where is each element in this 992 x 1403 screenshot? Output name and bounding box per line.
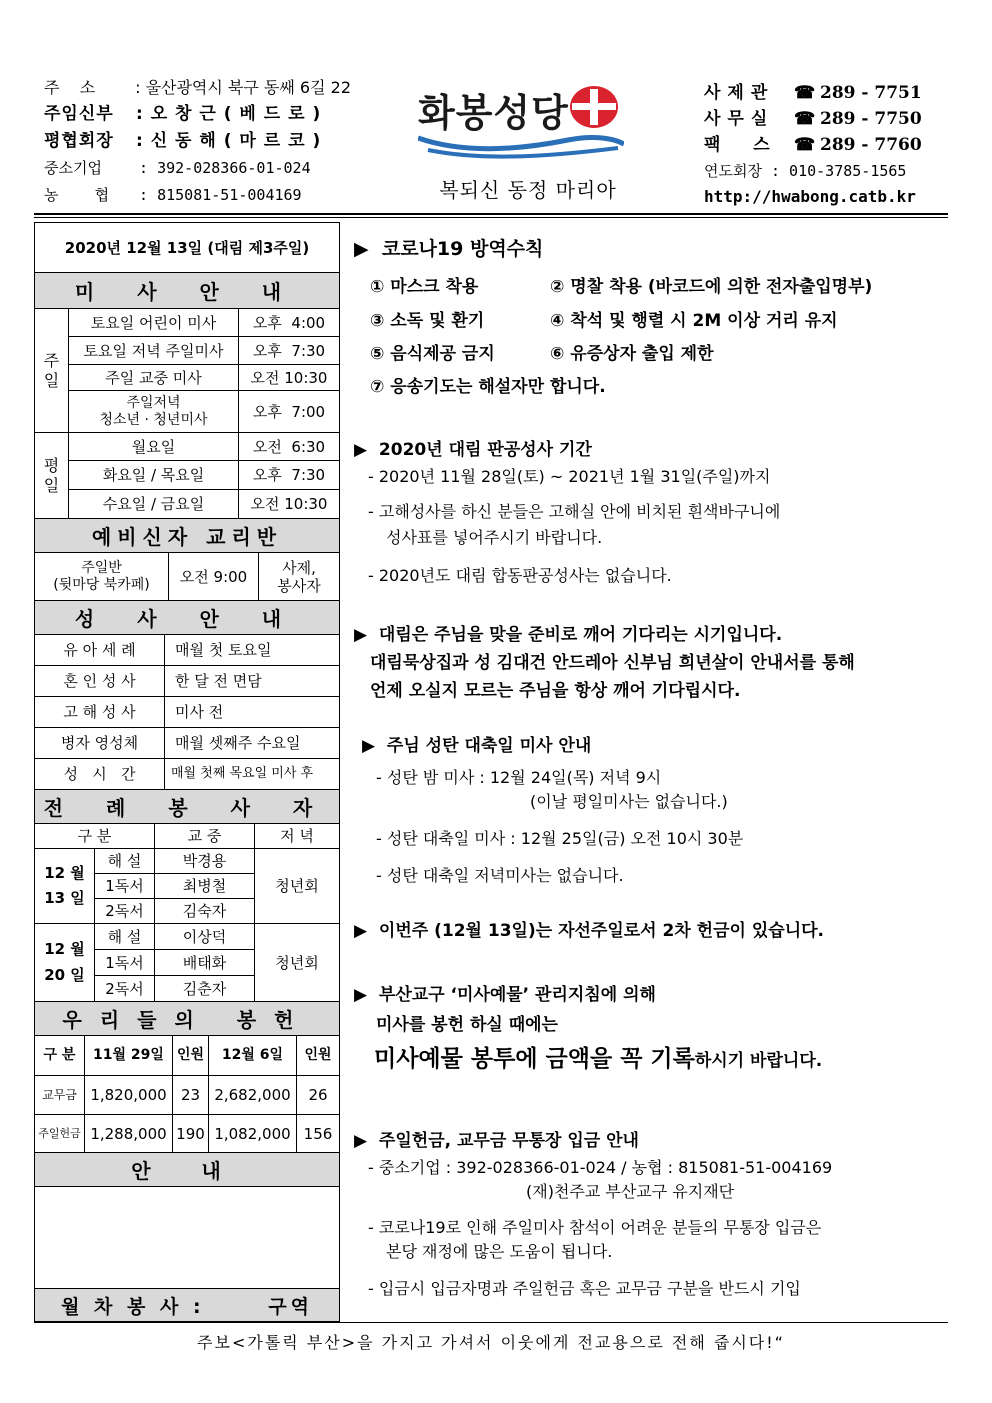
mass-time: 오전 10:30 <box>239 365 339 391</box>
minister-name: 배태화 <box>155 950 255 976</box>
sacrament-section-title: 성 사 안 내 <box>35 601 339 635</box>
offering-header: 구 분 <box>35 1036 85 1076</box>
offering-count: 23 <box>173 1076 209 1115</box>
catechumen-time: 오전 9:00 <box>169 553 259 601</box>
covid-item: ② 명찰 착용 (바코드에 의한 전자출입명부) <box>550 277 873 297</box>
sacrament-info: 한 달 전 면담 <box>165 666 339 697</box>
fax-row <box>704 132 954 158</box>
mass-name: 토요일 어린이 미사 <box>69 309 239 337</box>
minister-name: 최병철 <box>155 874 255 899</box>
header-info <box>44 74 352 209</box>
ministers-date: 12 월 20 일 <box>35 924 95 1002</box>
bank1-row: 중소기업 : 392-028366-01-024 <box>44 155 344 182</box>
bank2-label: 농 협 <box>44 186 110 204</box>
arrow-icon: ▶ <box>354 625 368 645</box>
christmas-line: (이날 평일미사는 없습니다.) <box>530 792 728 811</box>
bank1-account: 392-028366-01-024 <box>157 159 311 177</box>
busan-line: 미사를 봉헌 하실 때에는 <box>376 1015 558 1035</box>
left-column <box>34 222 340 1322</box>
busan-emphasis: 미사예물 봉투에 금액을 꼭 기록 <box>374 1045 695 1072</box>
bank-line: - 중소기업 : 392-028366-01-024 / 농협 : 815081-51-004169 <box>368 1158 833 1177</box>
advent-line-first <box>354 620 782 645</box>
wave-logo-icon <box>418 130 624 160</box>
minister-name: 김숙자 <box>155 899 255 924</box>
address-row: 주 소 : 울산광역시 북구 동쌔 6길 22 <box>44 74 344 101</box>
ministers-header: 교 중 <box>155 824 255 849</box>
confession-line: 성사표를 넣어주시기 바랍니다. <box>386 528 603 547</box>
christmas-title: 주님 성탄 대축일 미사 안내 <box>386 736 592 756</box>
offering-count: 26 <box>297 1076 339 1115</box>
mass-name: 화요일 / 목요일 <box>69 461 239 490</box>
chair-label: 평협회장 <box>44 131 114 151</box>
church-logo <box>418 82 638 202</box>
confession-title-row <box>354 435 592 460</box>
bank2-account: 815081-51-004169 <box>157 186 302 204</box>
christmas-line: - 성탄 대축일 저녁미사는 없습니다. <box>376 866 624 885</box>
charity-notice: 이번주 (12월 13일)는 자선주일로서 2차 헌금이 있습니다. <box>378 921 825 941</box>
minister-role: 2독서 <box>95 899 155 924</box>
sacrament-info: 미사 전 <box>165 697 339 728</box>
mass-name: 수요일 / 금요일 <box>69 490 239 519</box>
christmas-line: - 성탄 밤 미사 : 12월 24일(목) 저녁 9시 <box>376 768 662 787</box>
website-link[interactable]: http://hwabong.catb.kr <box>704 187 916 206</box>
church-patron: 복되신 동정 마리아 <box>439 178 617 202</box>
footer-text: 주보<가톨릭 부산>을 가지고 가셔서 이웃에게 전교용으로 전해 줍시다!“ <box>197 1333 785 1352</box>
catechumen-teacher: 사제, 봉사자 <box>259 553 339 601</box>
phone-icon: ☎ <box>794 135 816 155</box>
confession-title: 2020년 대림 판공성사 기간 <box>378 440 592 460</box>
notice-section-title: 안 내 <box>35 1153 339 1187</box>
covid-title: 코로나19 방역수칙 <box>381 238 544 260</box>
advent-line: 대림은 주님을 맞을 준비로 깨어 기다리는 시기입니다. <box>378 625 783 645</box>
bulletin-date: 2020년 12월 13일 (대림 제3주일) <box>35 223 339 273</box>
mass-name: 월요일 <box>69 433 239 461</box>
covid-item: ① 마스크 착용 <box>370 277 479 297</box>
covid-item: ⑥ 유증상자 출입 제한 <box>550 344 714 364</box>
advent-line: 대림묵상집과 성 김대건 안드레아 신부님 희년살이 안내서를 통해 <box>370 653 855 673</box>
offering-amount: 1,820,000 <box>85 1076 173 1115</box>
bank-title-row <box>354 1126 639 1151</box>
phone-icon: ☎ <box>794 109 816 129</box>
mass-name: 토요일 저녁 주일미사 <box>69 337 239 365</box>
catechumen-section-title: 예비신자 교리반 <box>35 519 339 553</box>
bank-line: - 코로나19로 인해 주일미사 참석이 어려운 분들의 무통장 입금은 <box>368 1218 822 1237</box>
sacrament-info: 매월 첫째 목요일 미사 후 <box>165 759 339 790</box>
offering-header: 인원 <box>173 1036 209 1076</box>
mass-time: 오후 4:00 <box>239 309 339 337</box>
office-tel: 289 - 7750 <box>820 109 922 129</box>
mass-name: 주일저녁 청소년 · 청년미사 <box>69 391 239 433</box>
monthly-service: 월 차 봉 사 : 구역 <box>35 1289 339 1321</box>
minister-role: 2독서 <box>95 976 155 1002</box>
arrow-icon: ▶ <box>354 985 368 1005</box>
bank1-label: 중소기업 <box>44 159 102 177</box>
covid-item: ⑦ 응송기도는 해설자만 합니다. <box>370 377 606 397</box>
offering-header: 인원 <box>297 1036 339 1076</box>
ministers-date: 12 월 13 일 <box>35 849 95 924</box>
sunday-label: 주 일 <box>35 309 69 433</box>
office-label: 사무실 <box>704 109 775 129</box>
offering-label: 주일헌금 <box>35 1115 85 1153</box>
charity-row <box>354 916 824 941</box>
office-row <box>704 106 954 132</box>
mass-section-title: 미 사 안 내 <box>35 273 339 309</box>
busan-line: 부산교구 ‘미사예물’ 관리지침에 의해 <box>378 985 656 1005</box>
arrow-icon: ▶ <box>354 238 369 260</box>
covid-item: ⑤ 음식제공 금지 <box>370 344 495 364</box>
minister-role: 1독서 <box>95 874 155 899</box>
minister-evening: 청년회 <box>255 849 339 924</box>
ministers-section-title: 전 례 봉 사 자 <box>35 790 339 824</box>
sacrament-name: 고 해 성 사 <box>35 697 165 728</box>
offering-label: 교무금 <box>35 1076 85 1115</box>
confession-line: - 고해성사를 하신 분들은 고해실 안에 비치된 흰색바구니에 <box>368 502 781 521</box>
notice-body <box>35 1187 339 1289</box>
sacrament-info: 매월 첫 토요일 <box>165 635 339 666</box>
offering-count: 156 <box>297 1115 339 1153</box>
fax-tel: 289 - 7760 <box>820 135 922 155</box>
chair-name: 신 동 해 ( 마 르 코 ) <box>150 131 322 151</box>
bank-line: - 입금시 입금자명과 주일헌금 혹은 교무금 구분을 반드시 기입 <box>368 1279 801 1298</box>
offering-header: 11월 29일 <box>85 1036 173 1076</box>
mass-name: 주일 교중 미사 <box>69 365 239 391</box>
bank-line: (재)천주교 부산교구 유지재단 <box>526 1182 735 1201</box>
busan-emphasis-row <box>374 1040 822 1073</box>
sacrament-info: 매월 셋째주 수요일 <box>165 728 339 759</box>
advent-line: 언제 오실지 모르는 주님을 항상 깨어 기다립시다. <box>370 681 741 701</box>
phone-icon: ☎ <box>794 83 816 103</box>
arrow-icon: ▶ <box>354 1131 368 1151</box>
ministers-header: 구 분 <box>35 824 155 849</box>
pastor-name: 오 창 근 ( 베 드 로 ) <box>150 104 322 124</box>
busan-tail: 하시기 바랍니다. <box>694 1051 823 1071</box>
mass-time: 오후 7:30 <box>239 461 339 490</box>
confession-line: - 2020년 11월 28일(토) ~ 2021년 1월 31일(주일)까지 <box>368 467 771 486</box>
mass-time: 오전 6:30 <box>239 433 339 461</box>
busan-title-row <box>354 980 656 1005</box>
minister-role: 1독서 <box>95 950 155 976</box>
fax-label: 팩 스 <box>704 135 777 155</box>
minister-role: 해 설 <box>95 924 155 950</box>
sacrament-name: 혼 인 성 사 <box>35 666 165 697</box>
bank2-row: 농 협 : 815081-51-004169 <box>44 182 344 209</box>
mass-time: 오후 7:00 <box>239 391 339 433</box>
covid-title-row <box>354 234 543 261</box>
arrow-icon: ▶ <box>362 736 376 756</box>
header-divider-thin <box>34 217 948 218</box>
sacrament-name: 병자 영성체 <box>35 728 165 759</box>
minister-evening: 청년회 <box>255 924 339 1002</box>
arrow-icon: ▶ <box>354 921 368 941</box>
pastor-row: 주임신부 : 오 창 근 ( 베 드 로 ) <box>44 101 344 128</box>
pastor-label: 주임신부 <box>44 104 114 124</box>
covid-item: ③ 소독 및 환기 <box>370 311 485 331</box>
address-value: 울산광역시 북구 동쌔 6길 22 <box>145 78 352 97</box>
minister-name: 김춘자 <box>155 976 255 1002</box>
ministers-header: 저 녁 <box>255 824 339 849</box>
church-name: 화봉성당 <box>418 90 569 135</box>
offering-amount: 2,682,000 <box>209 1076 297 1115</box>
sacrament-name: 성 시 간 <box>35 759 165 790</box>
address-label: 주 소 <box>44 78 96 97</box>
rectory-label: 사제관 <box>704 83 775 103</box>
rectory-tel: 289 - 7751 <box>820 83 922 103</box>
confession-line: - 2020년도 대림 합동판공성사는 없습니다. <box>368 566 672 585</box>
catechumen-class: 주일반 (뒷마당 북카페) <box>35 553 169 601</box>
offering-amount: 1,082,000 <box>209 1115 297 1153</box>
minister-name: 이상덕 <box>155 924 255 950</box>
bank-line: 본당 재정에 많은 도움이 됩니다. <box>386 1242 613 1261</box>
contact-info <box>704 80 954 210</box>
christmas-title-row <box>362 731 591 756</box>
minister-role: 해 설 <box>95 849 155 874</box>
arrow-icon: ▶ <box>354 440 368 460</box>
footer-divider <box>34 1322 948 1323</box>
sacrament-name: 유 아 세 례 <box>35 635 165 666</box>
mass-time: 오후 7:30 <box>239 337 339 365</box>
chair-row: 평협회장 : 신 동 해 ( 마 르 코 ) <box>44 128 344 155</box>
header-divider <box>34 213 948 215</box>
offering-section-title: 우리들의 봉헌 <box>35 1002 339 1036</box>
offering-amount: 1,288,000 <box>85 1115 173 1153</box>
bank-title: 주일헌금, 교무금 무통장 입금 안내 <box>378 1131 639 1151</box>
weekday-label: 평 일 <box>35 433 69 519</box>
mass-time: 오전 10:30 <box>239 490 339 519</box>
covid-item: ④ 착석 및 행렬 시 2M 이상 거리 유지 <box>550 311 838 331</box>
offering-header: 12월 6일 <box>209 1036 297 1076</box>
rectory-row <box>704 80 954 106</box>
offering-count: 190 <box>173 1115 209 1153</box>
minister-name: 박경용 <box>155 849 255 874</box>
council-phone: 연도회장 : 010-3785-1565 <box>704 162 907 180</box>
christmas-line: - 성탄 대축일 미사 : 12월 25일(금) 오전 10시 30분 <box>376 829 744 848</box>
cross-logo-icon <box>568 84 620 130</box>
